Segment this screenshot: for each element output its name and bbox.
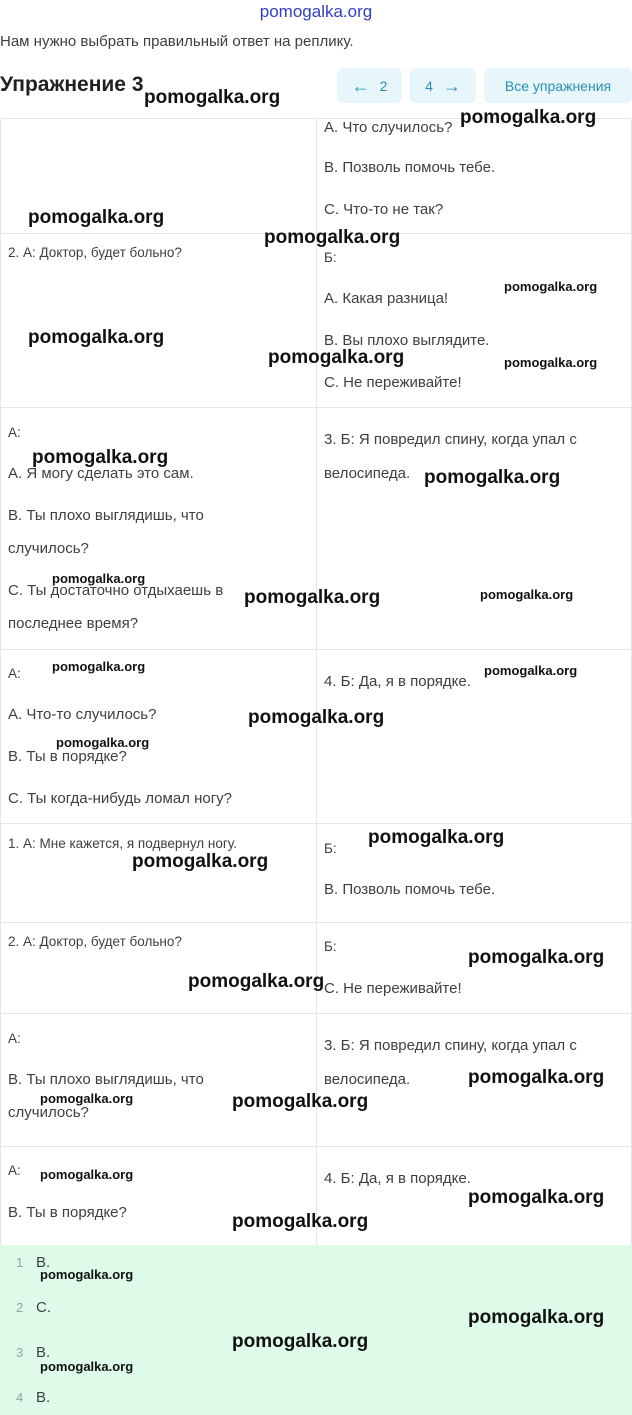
table-cell — [317, 408, 632, 650]
list-item — [16, 1389, 50, 1406]
dialog-text: 3. Б: Я повредил спину, когда упал с — [324, 1037, 577, 1054]
intro-text: Нам нужно выбрать правильный ответ на реплику. — [0, 33, 354, 50]
table-row — [1, 408, 632, 650]
table-cell — [1, 1014, 317, 1147]
watermark: pomogalka.org — [188, 971, 325, 992]
watermark: pomogalka.org — [468, 947, 605, 968]
dialog-text: Б: — [324, 841, 337, 856]
table-cell — [1, 408, 317, 650]
option-text: В. Вы плохо выглядите. — [324, 332, 490, 349]
watermark: pomogalka.org — [480, 587, 574, 602]
dialog-text: Б: — [324, 939, 337, 954]
answer-number: 1 — [16, 1255, 24, 1270]
watermark: pomogalka.org — [132, 851, 269, 872]
option-text: случилось? — [8, 1104, 89, 1121]
answer-number: 4 — [16, 1390, 24, 1405]
watermark: pomogalka.org — [40, 1091, 134, 1106]
table-cell — [1, 923, 317, 1014]
option-text: В. Позволь помочь тебе. — [324, 881, 496, 898]
watermark: pomogalka.org — [40, 1167, 134, 1182]
dialog-text: А: — [8, 1031, 21, 1046]
answer-number: 2 — [16, 1300, 24, 1315]
dialog-text: Б: — [324, 250, 337, 265]
prev-label: 2 — [379, 77, 388, 94]
watermark: pomogalka.org — [368, 827, 505, 848]
watermark: pomogalka.org — [504, 279, 598, 294]
answer-text: B. — [36, 1254, 51, 1271]
prev-exercise-button[interactable] — [337, 68, 402, 103]
watermark: pomogalka.org — [32, 447, 169, 468]
site-link[interactable]: pomogalka.org — [259, 2, 373, 21]
arrow-right-icon: → — [442, 75, 461, 96]
table-row — [1, 824, 632, 923]
option-text: случилось? — [8, 540, 89, 557]
option-text: А. Я могу сделать это сам. — [8, 465, 194, 482]
option-text: А. Что-то случилось? — [8, 706, 157, 723]
option-text: В. Ты плохо выглядишь, что — [8, 1071, 204, 1088]
option-text: В. Ты в порядке? — [8, 1204, 127, 1221]
option-text: С. Что-то не так? — [324, 201, 444, 218]
option-text: А. Какая разница! — [324, 290, 449, 307]
list-item — [16, 1299, 51, 1316]
all-exercises-button[interactable] — [484, 68, 632, 103]
all-exercises-label: Все упражнения — [504, 77, 612, 94]
answer-number: 3 — [16, 1345, 24, 1360]
answer-text: C. — [36, 1299, 51, 1316]
table-cell — [1, 824, 317, 923]
watermark: pomogalka.org — [52, 571, 146, 586]
watermark: pomogalka.org — [484, 663, 578, 678]
watermark: pomogalka.org — [28, 207, 165, 228]
dialog-text: велосипеда. — [324, 465, 411, 482]
arrow-left-icon: ← — [351, 75, 370, 96]
option-text: В. Ты в порядке? — [8, 748, 127, 765]
page-title: Упражнение 3 — [0, 73, 144, 96]
dialog-text: А: — [8, 425, 21, 440]
option-text: последнее время? — [8, 615, 139, 632]
dialog-text: 4. Б: Да, я в порядке. — [324, 1170, 471, 1187]
dialog-text: 3. Б: Я повредил спину, когда упал с — [324, 431, 577, 448]
table-cell — [317, 234, 632, 408]
watermark: pomogalka.org — [232, 1091, 369, 1112]
table-row — [1, 234, 632, 408]
option-text: С. Не переживайте! — [324, 374, 462, 391]
watermark: pomogalka.org — [504, 355, 598, 370]
option-text: С. Ты когда-нибудь ломал ногу? — [8, 790, 233, 807]
watermark: pomogalka.org — [468, 1067, 605, 1088]
watermark: pomogalka.org — [460, 107, 597, 128]
dialog-text: 1. А: Мне кажется, я подвернул ногу. — [8, 836, 237, 851]
watermark: pomogalka.org — [144, 87, 281, 108]
dialog-text: велосипеда. — [324, 1071, 411, 1088]
watermark: pomogalka.org — [468, 1187, 605, 1208]
watermark: pomogalka.org — [244, 587, 381, 608]
watermark: pomogalka.org — [232, 1331, 369, 1352]
watermark: pomogalka.org — [268, 347, 405, 368]
dialog-text: 2. А: Доктор, будет больно? — [8, 245, 182, 260]
next-label: 4 — [425, 77, 433, 94]
watermark: pomogalka.org — [40, 1359, 134, 1374]
option-text: С. Не переживайте! — [324, 980, 462, 997]
watermark: pomogalka.org — [264, 227, 401, 248]
table-cell — [317, 650, 632, 824]
watermark: pomogalka.org — [56, 735, 150, 750]
option-text: В. Ты плохо выглядишь, что — [8, 507, 204, 524]
watermark: pomogalka.org — [248, 707, 385, 728]
dialog-text: А: — [8, 1163, 21, 1178]
dialog-text: А: — [8, 666, 21, 681]
watermark: pomogalka.org — [468, 1307, 605, 1328]
watermark: pomogalka.org — [424, 467, 561, 488]
answer-text: B. — [36, 1389, 51, 1406]
watermark: pomogalka.org — [232, 1211, 369, 1232]
table-cell — [317, 119, 632, 234]
next-exercise-button[interactable] — [410, 68, 476, 103]
dialog-text: 4. Б: Да, я в порядке. — [324, 673, 471, 690]
option-text: В. Позволь помочь тебе. — [324, 159, 496, 176]
option-text: С. Ты достаточно отдыхаешь в — [8, 582, 224, 599]
dialog-text: 2. А: Доктор, будет больно? — [8, 934, 182, 949]
option-text: А. Что случилось? — [324, 119, 453, 136]
watermark: pomogalka.org — [52, 659, 146, 674]
answer-text: B. — [36, 1344, 51, 1361]
table-cell — [1, 650, 317, 824]
watermark: pomogalka.org — [40, 1267, 134, 1282]
watermark: pomogalka.org — [28, 327, 165, 348]
table-cell — [1, 234, 317, 408]
